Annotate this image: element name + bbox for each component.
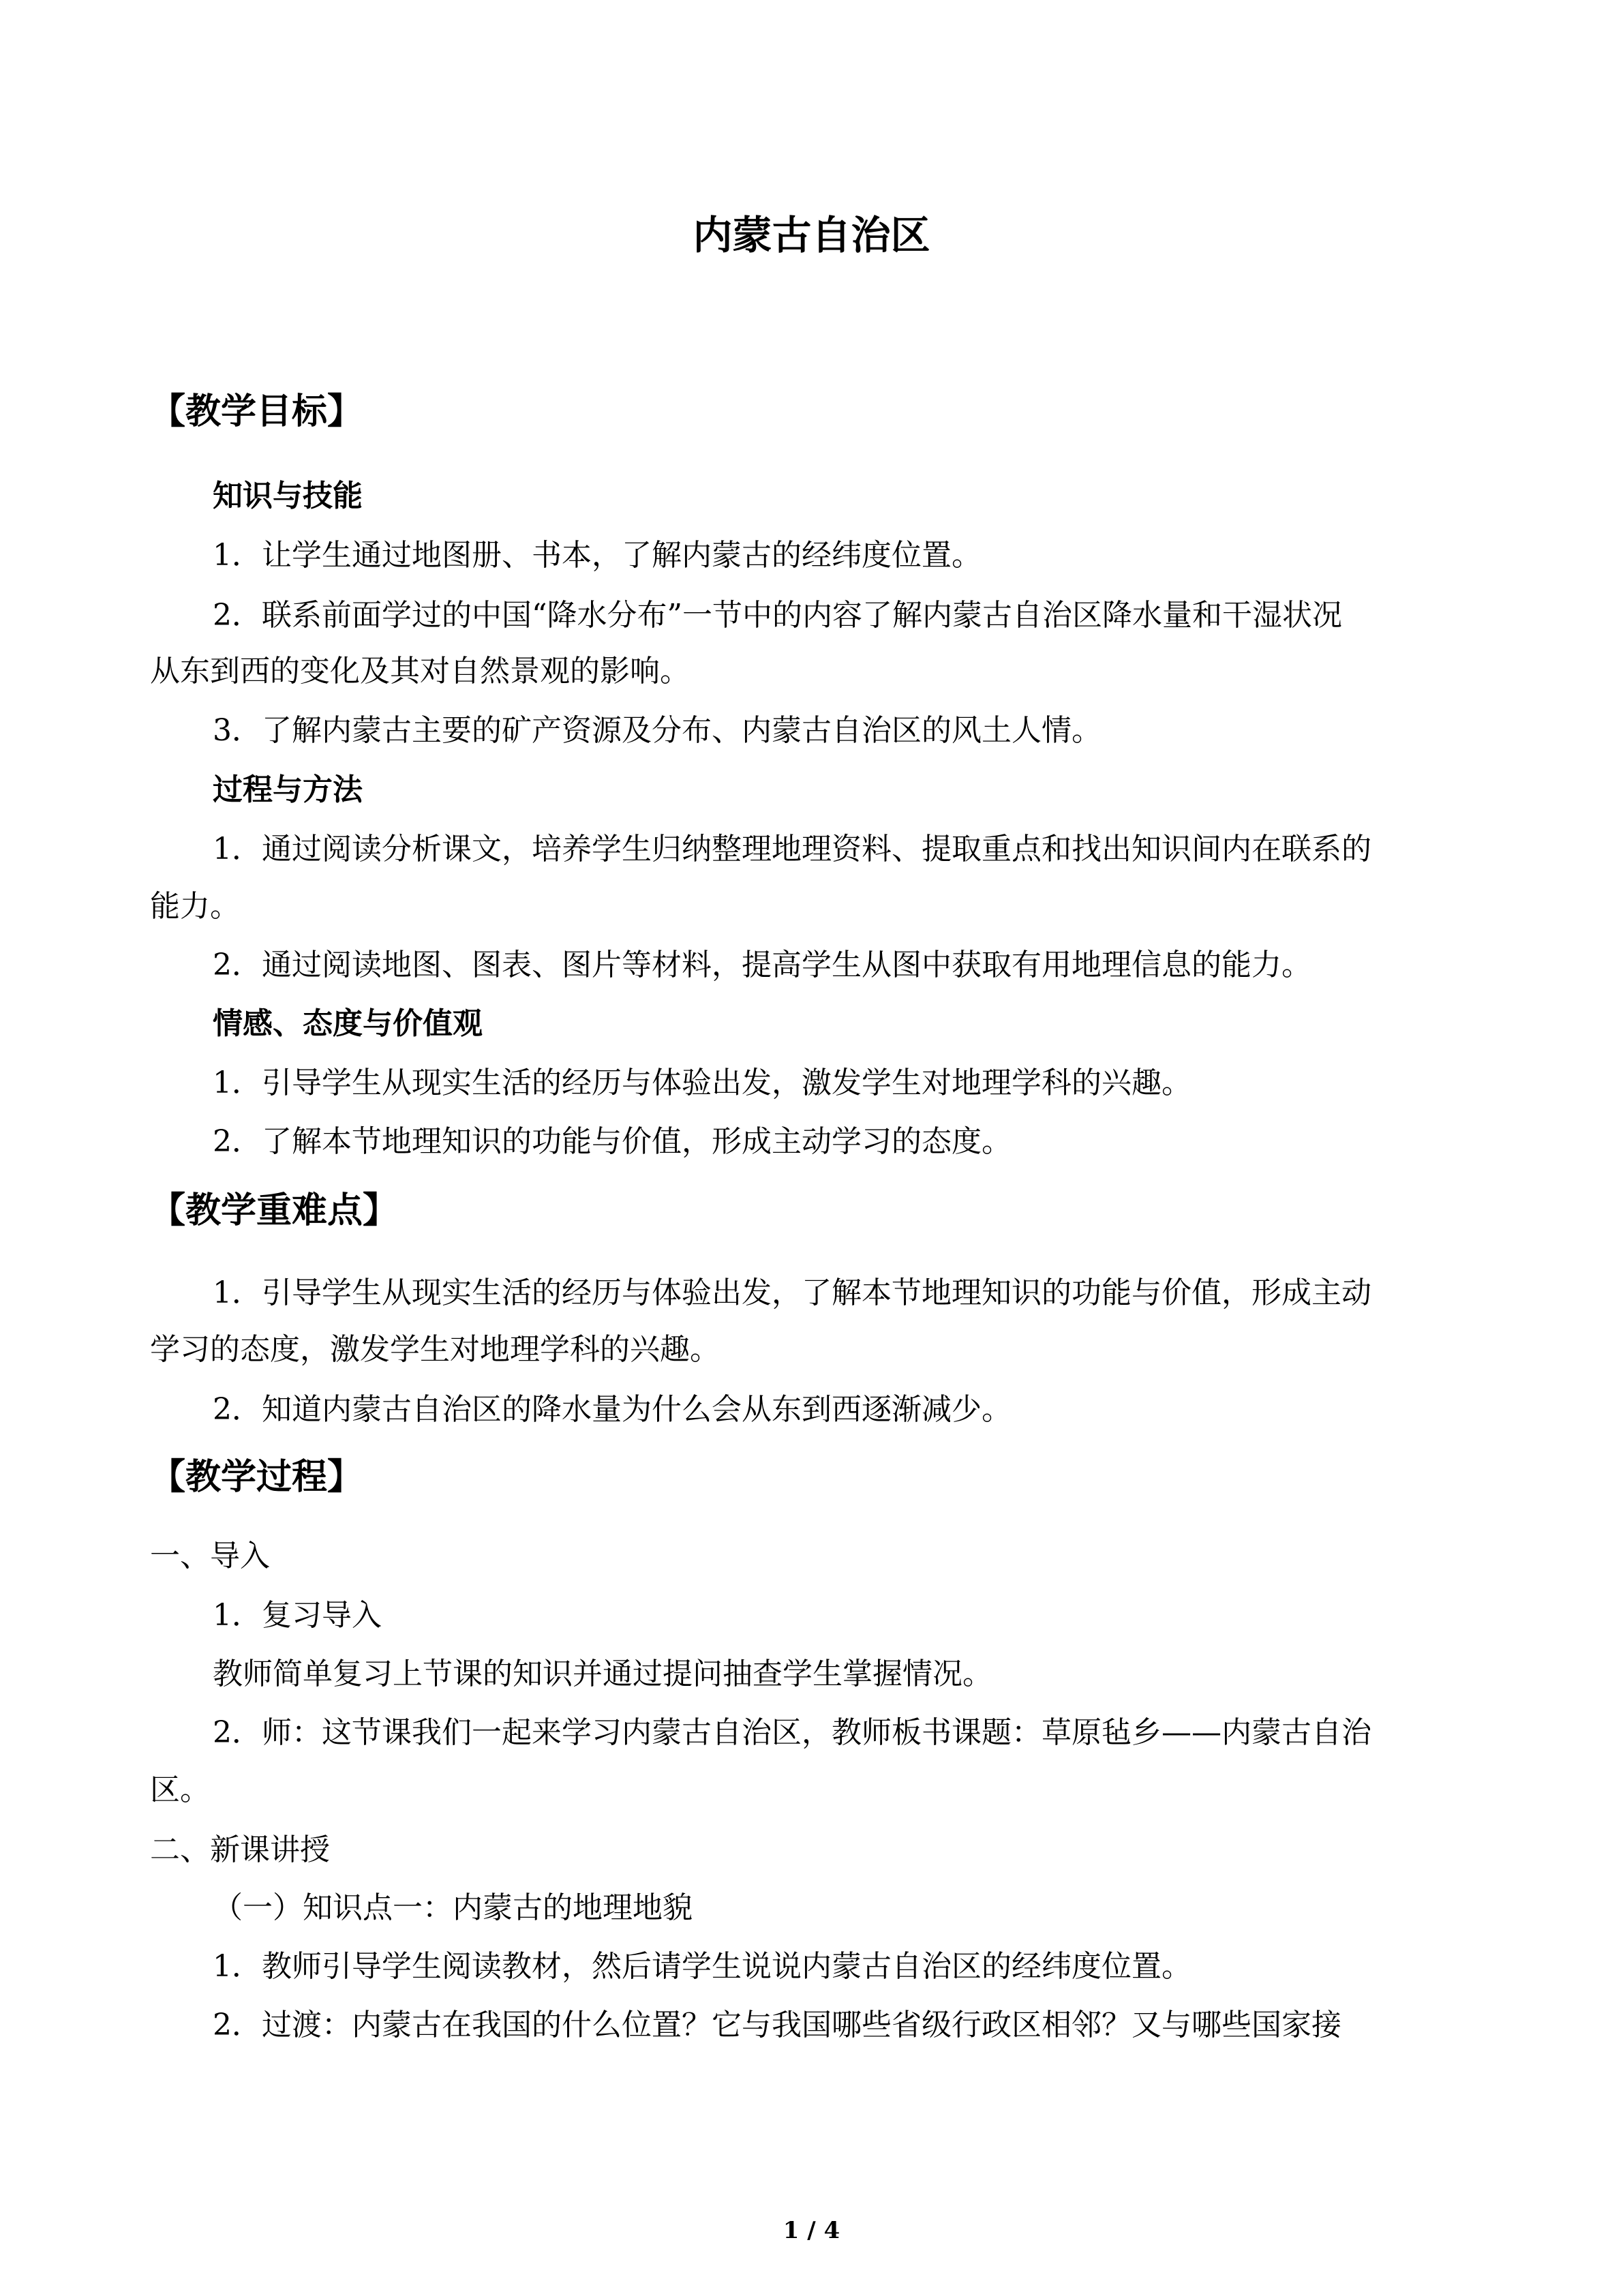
page-title: 内蒙古自治区 [693,212,930,258]
paragraph-line: 2．过渡：内蒙古在我国的什么位置？它与我国哪些省级行政区相邻？又与哪些国家接 [213,2008,1341,2042]
section-heading-process: 【教学过程】 [150,1457,363,1498]
paragraph-line: 1．引导学生从现实生活的经历与体验出发，了解本节地理知识的功能与价值，形成主动 [213,1275,1371,1310]
paragraph-line: 1．让学生通过地图册、书本，了解内蒙古的经纬度位置。 [213,538,982,573]
section-heading-key-points: 【教学重难点】 [150,1190,399,1231]
paragraph-line: 学习的态度，激发学生对地理学科的兴趣。 [150,1332,720,1367]
subheading-new-lesson: 二、新课讲授 [150,1832,330,1867]
paragraph-line: 区。 [150,1772,210,1807]
page-number: 1 / 4 [783,2217,840,2244]
subheading-knowledge: 知识与技能 [213,479,363,513]
paragraph-line: 2．联系前面学过的中国“降水分布”一节中的内容了解内蒙古自治区降水量和干湿状况 [213,598,1342,633]
subheading-intro: 一、导入 [150,1539,270,1573]
paragraph-line: 能力。 [150,889,240,924]
paragraph-line: 教师简单复习上节课的知识并通过提问抽查学生掌握情况。 [213,1657,992,1691]
subheading-method: 过程与方法 [213,772,363,807]
paragraph-line: 1．教师引导学生阅读教材，然后请学生说说内蒙古自治区的经纬度位置。 [213,1949,1192,1984]
paragraph-line: 2．了解本节地理知识的功能与价值，形成主动学习的态度。 [213,1124,1012,1159]
section-heading-goals: 【教学目标】 [150,391,363,432]
paragraph-line: 3．了解内蒙古主要的矿产资源及分布、内蒙古自治区的风土人情。 [213,713,1102,748]
paragraph-line: 1．引导学生从现实生活的经历与体验出发，激发学生对地理学科的兴趣。 [213,1066,1192,1100]
paragraph-line: 1．复习导入 [213,1598,382,1633]
paragraph-line: 2．知道内蒙古自治区的降水量为什么会从东到西逐渐减少。 [213,1392,1012,1427]
paragraph-line: 2．通过阅读地图、图表、图片等材料，提高学生从图中获取有用地理信息的能力。 [213,948,1311,982]
subheading-emotion: 情感、态度与价值观 [213,1006,483,1041]
paragraph-line: 1．通过阅读分析课文，培养学生归纳整理地理资料、提取重点和找出知识间内在联系的 [213,832,1371,866]
paragraph-line: 2．师：这节课我们一起来学习内蒙古自治区，教师板书课题：草原毡乡——内蒙古自治 [213,1715,1371,1750]
knowledge-point-heading: （一）知识点一：内蒙古的地理地貌 [213,1890,693,1925]
paragraph-line: 从东到西的变化及其对自然景观的影响。 [150,654,690,689]
